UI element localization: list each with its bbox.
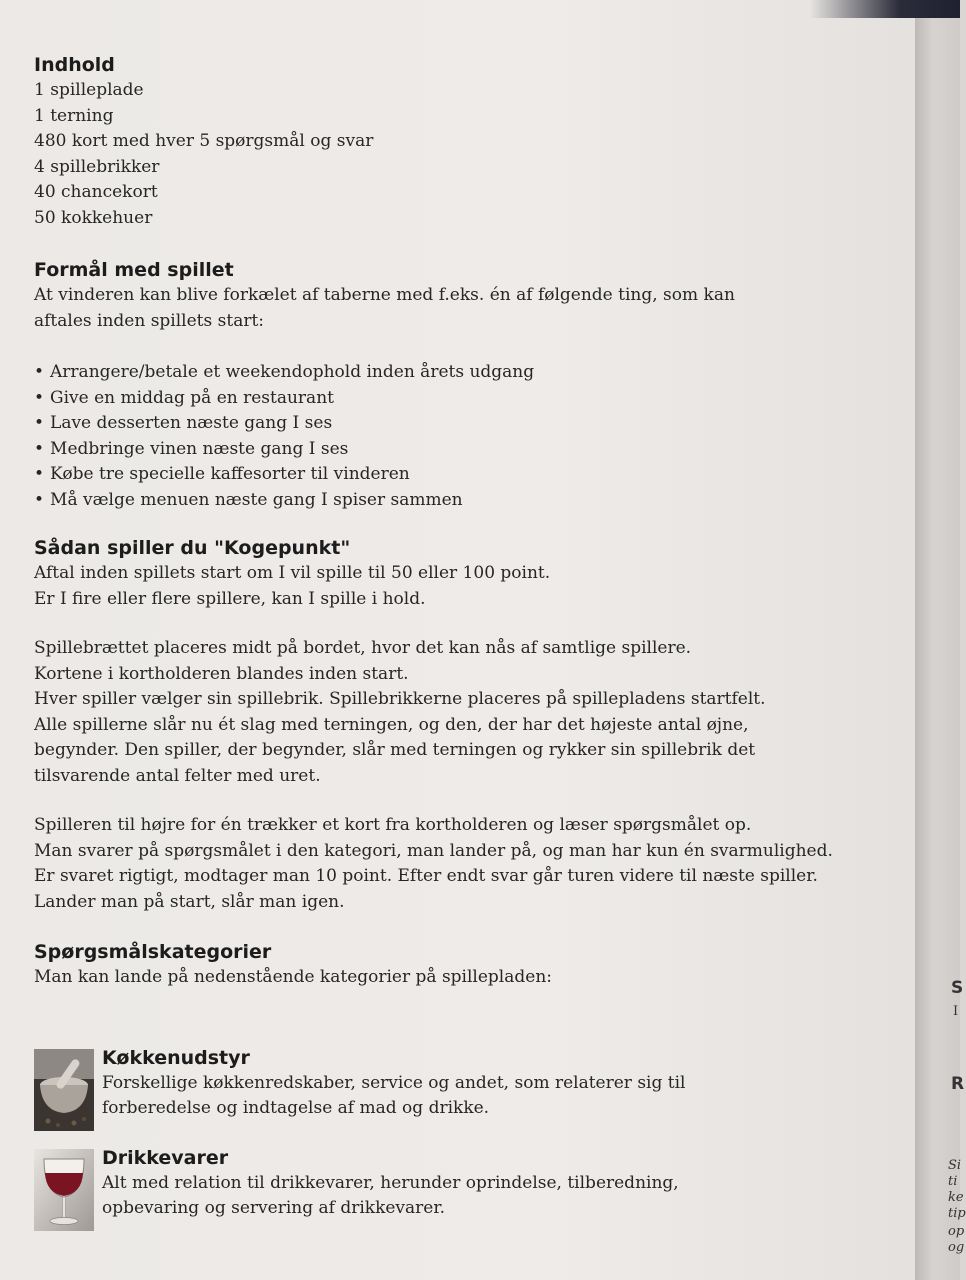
purpose-heading: Formål med spillet (34, 259, 234, 281)
howto-heading: Sådan spiller du "Kogepunkt" (34, 537, 351, 559)
next-page-fragment: S (951, 978, 964, 998)
purpose-intro-line: aftales inden spillets start: (34, 310, 265, 331)
purpose-bullet: • Må vælge menuen næste gang I spiser sammen (34, 488, 854, 514)
spacer (34, 991, 854, 1031)
next-page-fragment: tip (948, 1206, 966, 1221)
next-page-fragment: R (951, 1074, 965, 1094)
contents-item: 4 spillebrikker (34, 156, 160, 177)
categories-heading: Spørgsmålskategorier (34, 941, 272, 963)
contents-item: 1 spilleplade (34, 80, 144, 100)
category-kitchen (34, 1045, 854, 1131)
spacer (34, 231, 854, 257)
contents-item: 480 kort med hver 5 spørgsmål og svar (34, 131, 374, 151)
category-line: opbevaring og servering af drikkevarer. (102, 1198, 446, 1218)
howto-line: Lander man på start, slår man igen. (34, 891, 345, 912)
category-drinks (34, 1145, 854, 1231)
spacer (34, 789, 854, 813)
mortar-pestle-icon (34, 1049, 94, 1131)
purpose-bullet: • Købe tre specielle kaffesorter til vinderen (34, 462, 854, 488)
category-body (102, 1045, 782, 1122)
next-page-fragment: Si (948, 1158, 962, 1173)
contents-item: 1 terning (34, 105, 114, 126)
purpose-bullet: • Medbringe vinen næste gang I ses (34, 437, 854, 463)
purpose-bullet: • Arrangere/betale et weekendophold inden årets udgang (34, 360, 854, 386)
howto-line: Spilleren til højre for én trækker et kort fra kortholderen og læser spørgsmålet op. (34, 815, 752, 835)
howto-line: tilsvarende antal felter med uret. (34, 765, 321, 786)
howto-line: Er I fire eller flere spillere, kan I spille i hold. (34, 588, 426, 609)
next-page-edge (915, 0, 966, 1280)
contents-item: 40 chancekort (34, 182, 158, 202)
howto-line: Kortene i kortholderen blandes inden start. (34, 663, 409, 684)
next-page-fragment: ke (948, 1190, 964, 1205)
contents-heading: Indhold (34, 54, 115, 76)
howto-line: begynder. Den spiller, der begynder, slår med terningen og rykker sin spillebrik det (34, 740, 756, 760)
howto-line: Aftal inden spillets start om I vil spille til 50 eller 100 point. (34, 563, 551, 583)
spacer (34, 915, 854, 939)
howto-line: Er svaret rigtigt, modtager man 10 point. Efter endt svar går turen videre til næste spiller. (34, 866, 818, 886)
howto-line: Alle spillerne slår nu ét slag med terningen, og den, der har det højeste antal øjne, (34, 714, 749, 735)
category-title: Køkkenudstyr (102, 1046, 250, 1069)
page-content (34, 52, 854, 1231)
background-corner (810, 0, 960, 18)
howto-line: Hver spiller vælger sin spillebrik. Spillebrikkerne placeres på spillepladens startfelt. (34, 689, 766, 709)
purpose-bullet-list (34, 360, 854, 513)
purpose-bullet: • Give en middag på en restaurant (34, 386, 854, 412)
spacer (34, 513, 854, 535)
category-line: Alt med relation til drikkevarer, herunder oprindelse, tilberedning, (102, 1172, 679, 1193)
category-line: Forskellige køkkenredskaber, service og andet, som relaterer sig til (102, 1072, 686, 1093)
spacer (34, 334, 854, 360)
purpose-intro-line: At vinderen kan blive forkælet af taberne med f.eks. én af følgende ting, som kan (34, 285, 735, 305)
contents-item: 50 kokkehuer (34, 207, 153, 228)
next-page-fragment: ti (948, 1174, 958, 1189)
next-page-fragment: I (953, 1004, 959, 1019)
category-title: Drikkevarer (102, 1146, 229, 1169)
spacer (34, 612, 854, 636)
category-line: forberedelse og indtagelse af mad og drikke. (102, 1098, 490, 1118)
contents-list (34, 78, 854, 231)
categories-intro: Man kan lande på nedenstående kategorier på spillepladen: (34, 967, 552, 987)
purpose-bullet: • Lave desserten næste gang I ses (34, 411, 854, 437)
next-page-fragment: op (948, 1224, 965, 1239)
howto-line: Man svarer på spørgsmålet i den kategori, man lander på, og man har kun én svarmulighed. (34, 840, 833, 861)
next-page-fragment: og (948, 1240, 965, 1255)
category-body (102, 1145, 782, 1222)
howto-line: Spillebrættet placeres midt på bordet, hvor det kan nås af samtlige spillere. (34, 638, 692, 658)
wine-glass-icon (34, 1149, 94, 1231)
